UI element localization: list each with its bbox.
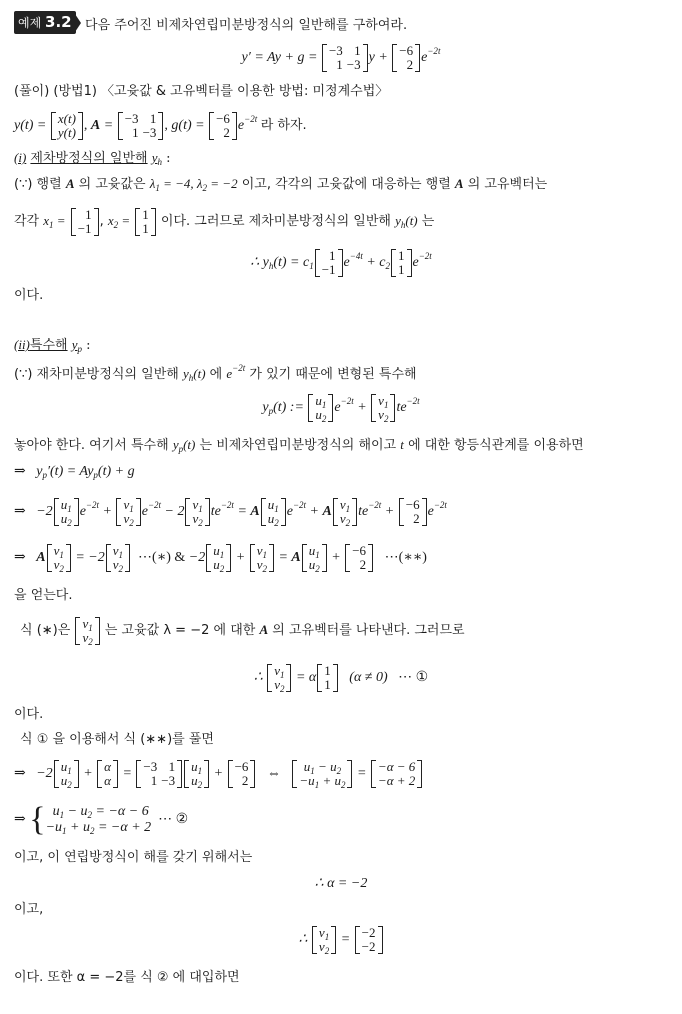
problem-text: 다음 주어진 비제차연립미분방정식의 일반해를 구하여라. — [85, 18, 408, 33]
expanded-equation: ⇒ −2 $u_1$ $u_2$ $e^{-2t}$ + $v_1$ $v_2$ $e^{-2t} - 2$ $v_1$ $v_2$ $te^{-2t} = A$ $u_1$ $u_2$ $e^{-2t} + A$ $v_1$ $v_2$ $te^{-2t}$ + −6 2 $e^{-2t}$ — [14, 496, 447, 528]
definitions: y(t) = x(t) y(t) , A = −3 1 1 −3 , g(t) = −6 2 $e^{-2t}$ 라 하자. — [14, 110, 307, 140]
eigenvector-line: 각각 $x_1$ = 1 −1 , $x_2$ = 1 1 이다. 그러므로 제차미분방정식의 일반해 $y_h(t)$ 는 — [14, 206, 435, 236]
particular-intro: (∵) 재차미분방정식의 일반해 $y_h(t)$ 에 $e^{-2t}$ 가 있기 때문에 변형된 특수해 — [14, 363, 417, 383]
use-eq1-line: 식 ① 을 이용해서 식 (∗∗)를 풀면 — [20, 732, 214, 747]
part-ii-title: (ii)특수해 $y_p$ : — [14, 337, 91, 354]
alpha-result: ∴ α = −2 — [314, 876, 368, 891]
v-result: ∴ $v_1$ $v_2$ = −2 −2 — [0, 922, 682, 958]
ida-2: 이다. — [14, 707, 44, 722]
star-interpretation: 식 (∗)은 $v_1$ $v_2$ 는 고윳값 λ = −2 에 대한 A 의 고유벡터를 나타낸다. 그러므로 — [20, 615, 465, 647]
solution-header: (풀이) (방법1) 〈고윳값 & 고유벡터를 이용한 방법: 미정계수법〉 — [14, 84, 389, 99]
eq-circle-1: ∴ $v_1$ $v_2$ = α 1 1 (α ≠ 0) ⋯ ① — [253, 662, 429, 694]
star-equations: ⇒ A $v_1$ $v_2$ = −2 $v_1$ $v_2$ ⋯(∗) & −2 $u_1$ $u_2$ + $v_1$ $v_2$ = A $u_1$ $u_2$ + −6 2 ⋯(∗∗) — [14, 542, 427, 574]
system-eq-2: ⇒ { $u_1 - u_2 = -\alpha - 6$ $-u_1 + u_2 = -\alpha + 2$ ⋯ ② — [14, 800, 189, 838]
last-line: 이다. 또한 α = −2를 식 ② 에 대입하면 — [14, 970, 240, 985]
eigenvalue-line: (∵) 행렬 A 의 고윳값은 $\lambda_1 = -4$, $\lambda_2 = -2$ 이고, 각각의 고윳값에 대응하는 행렬 A 의 고유벡터는 — [14, 176, 548, 193]
example-badge: 예제 3.2 — [14, 11, 76, 34]
obtain-line: 을 얻는다. — [14, 588, 73, 603]
put-line: 놓아야 한다. 여기서 특수해 $y_p(t)$ 는 비제차연립미분방정식의 해이고 t 에 대한 항등식관계를 이용하면 — [14, 437, 584, 454]
particular-form: $y_p(t)$ := $u_1$ $u_2$ $e^{-2t}$ + $v_1$ $v_2$ $te^{-2t}$ — [262, 392, 420, 424]
igo-line: 이고, — [14, 902, 44, 917]
example-header — [14, 11, 407, 36]
ida-1: 이다. — [14, 288, 44, 303]
part-i-title: (i) 제차방정식의 일반해 $y_h$ : — [14, 150, 171, 167]
solve-equation: ⇒ −2 $u_1$ $u_2$ + α α = −3 1 1 −3 $u_1$ $u_2$ + −6 2 ⇔ $u_1 - u_2$ $-u_1 + u_2$ = −α − 6 −α + 2 — [14, 756, 423, 792]
homogeneous-solution: ∴ $y_h(t) = c_1$ 1 −1 $e^{-4t} + c_2$ 1 1 $e^{-2t}$ — [250, 247, 432, 277]
consistent-line: 이고, 이 연립방정식이 해를 갖기 위해서는 — [14, 850, 253, 865]
main-equation: y′ = Ay + g = −3 1 1 −3 y + −6 2 $e^{-2t}$ — [241, 42, 441, 72]
derivative-equation: ⇒ $y_p'(t) = Ay_p(t) + g$ — [14, 464, 135, 480]
